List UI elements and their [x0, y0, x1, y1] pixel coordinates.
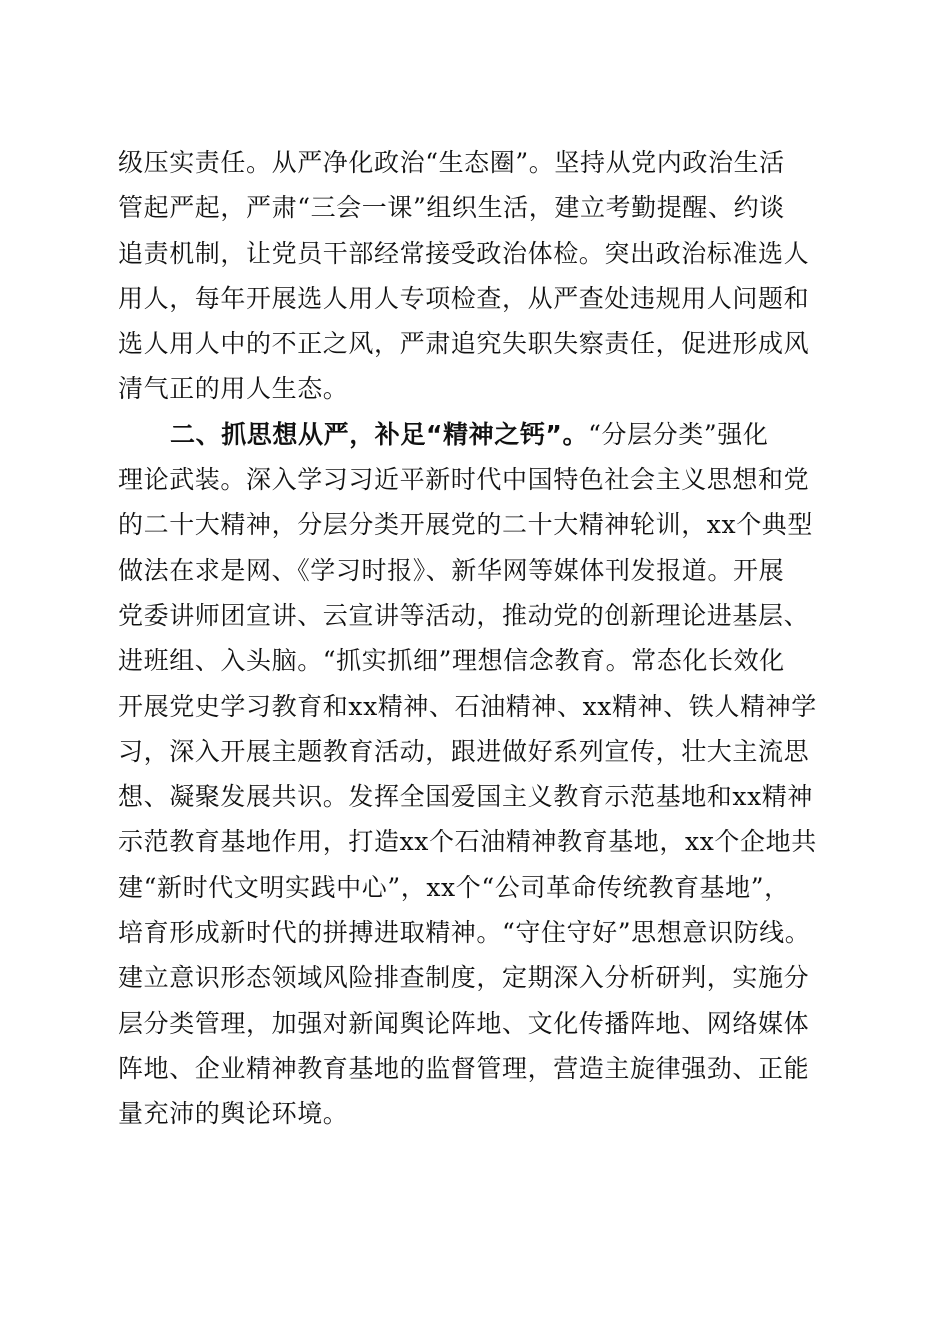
paragraph-line: 追责机制，让党员干部经常接受政治体检。突出政治标准选人 — [118, 238, 810, 268]
paragraph-line: 建立意识形态领域风险排查制度，定期深入分析研判，实施分 — [118, 963, 810, 993]
paragraph-line: 开展党史学习教育和xx精神、石油精神、xx精神、铁人精神学 — [118, 691, 817, 721]
paragraph-line: 党委讲师团宣讲、云宣讲等活动，推动党的创新理论进基层、 — [118, 600, 810, 630]
document-page — [118, 140, 830, 1137]
paragraph-first-line — [118, 412, 830, 457]
paragraph-line: 做法在求是网、《学习时报》、新华网等媒体刊发报道。开展 — [118, 555, 785, 585]
paragraph-line: 习，深入开展主题教育活动，跟进做好系列宣传，壮大主流思 — [118, 736, 810, 766]
paragraph-line: 级压实责任。从严净化政治“生态圈”。坚持从党内政治生活 — [118, 148, 785, 177]
section-heading: 二、抓思想从严，补足“精神之钙”。 — [170, 419, 589, 449]
paragraph-line: 量充沛的舆论环境。 — [118, 1099, 349, 1129]
first-line-rest: “分层分类”强化 — [588, 419, 769, 449]
paragraph-line: 进班组、入头脑。“抓实抓细”理想信念教育。常态化长效化 — [118, 646, 785, 676]
paragraph-line: 示范教育基地作用，打造xx个石油精神教育基地，xx个企地共 — [118, 827, 817, 857]
paragraph-line: 想、凝聚发展共识。发挥全国爱国主义教育示范基地和xx精神 — [118, 782, 814, 812]
paragraph-line: 培育形成新时代的拼搏进取精神。“守住守好”思想意识防线。 — [118, 918, 811, 948]
paragraph-line: 阵地、企业精神教育基地的监督管理，营造主旋律强劲、正能 — [118, 1053, 810, 1083]
paragraph-2 — [118, 412, 830, 1137]
paragraph-1 — [118, 140, 830, 412]
paragraph-line: 的二十大精神，分层分类开展党的二十大精神轮训，xx个典型 — [118, 510, 814, 540]
paragraph-line: 管起严起，严肃“三会一课”组织生活，建立考勤提醒、约谈 — [118, 193, 785, 223]
paragraph-line: 用人，每年开展选人用人专项检查，从严查处违规用人问题和 — [118, 283, 810, 313]
paragraph-line: 层分类管理，加强对新闻舆论阵地、文化传播阵地、网络媒体 — [118, 1008, 810, 1038]
paragraph-line: 选人用人中的不正之风，严肃追究失职失察责任，促进形成风 — [118, 329, 810, 359]
paragraph-line: 清气正的用人生态。 — [118, 374, 349, 404]
paragraph-line: 理论武装。深入学习习近平新时代中国特色社会主义思想和党 — [118, 465, 810, 495]
paragraph-line: 建“新时代文明实践中心”，xx个“公司革命传统教育基地”， — [118, 872, 790, 902]
